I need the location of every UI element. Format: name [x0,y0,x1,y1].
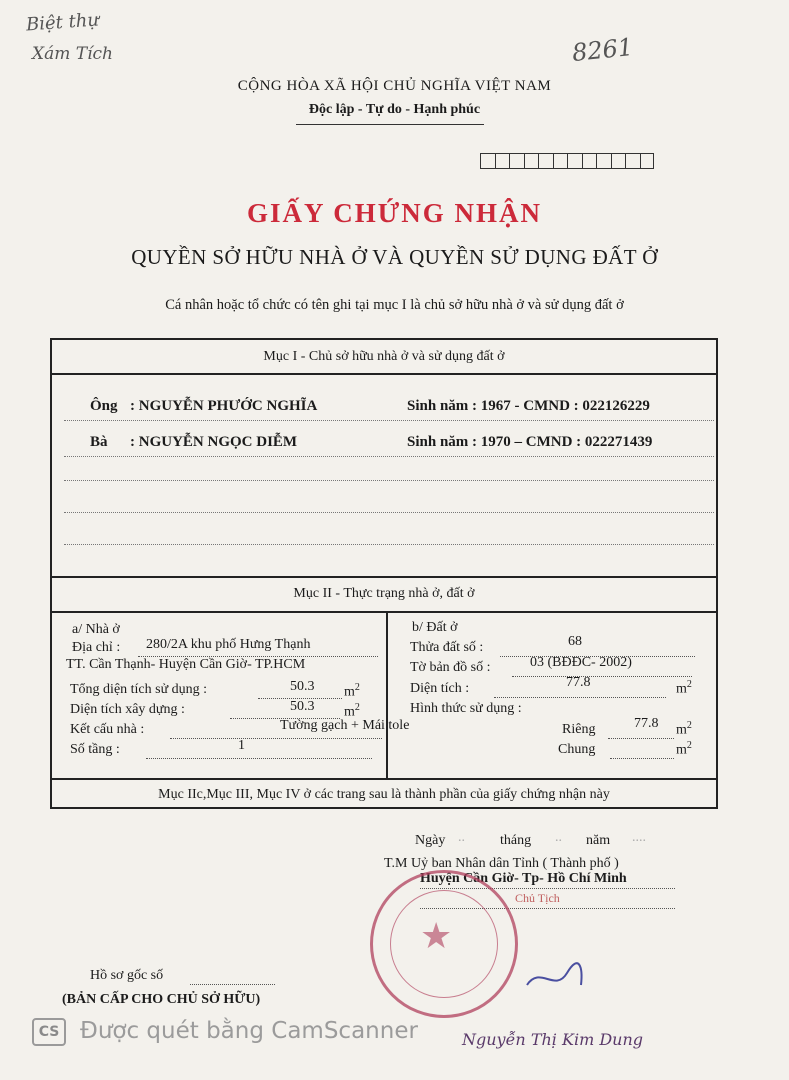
dotted-leader [608,737,674,739]
nation-title: CỘNG HÒA XÃ HỘI CHỦ NGHĨA VIỆT NAM [237,78,552,94]
owner1-info: Sinh năm : 1967 - CMND : 022126229 [407,398,650,414]
date-month-label: tháng [500,833,532,848]
private-value: 77.8 [634,716,659,731]
dossier-label: Hồ sơ gốc số [90,968,164,983]
certificate-title: GIẤY CHỨNG NHẬN [247,198,542,228]
handwritten-number: 8261 [570,32,635,68]
structure-label: Kết cấu nhà : [70,722,145,737]
camscanner-logo-icon: CS [32,1018,66,1046]
date-year-value: .... [632,830,646,845]
dotted-line [64,480,714,481]
date-year-label: năm [586,833,611,848]
dotted-leader [190,983,275,985]
scanner-watermark: Được quét bằng CamScanner [80,1018,418,1044]
unit-m2: $m^2$ [676,740,692,758]
unit-m2: $m^2$ [676,679,692,697]
divider [50,373,718,375]
signer-name: Nguyễn Thị Kim Dung [462,1030,644,1049]
footer-note: Mục IIc,Mục III, Mục IV ở các trang sau là thành phần của giấy chứng nhận này [158,787,610,802]
dotted-leader [610,757,674,759]
unit-m2: $m^2$ [676,720,692,738]
private-label: Riêng [562,722,596,737]
authority-title: T.M Uỷ ban Nhân dân Tỉnh ( Thành phố ) [384,856,619,871]
structure-value: Tường gạch + Mái tole [280,718,410,733]
address-value: 280/2A khu phố Hưng Thạnh [146,637,311,652]
floors-label: Số tầng : [70,742,120,757]
seal-emblem-icon: ★ [420,916,453,956]
date-day-label: Ngày [415,833,446,848]
owner2-prefix: Bà [90,434,108,450]
signature-stroke [525,955,585,995]
district-name: Huyện Cần Giờ- Tp- Hồ Chí Minh [420,871,627,886]
position-title: Chủ Tịch [515,891,560,905]
build-area-value: 50.3 [290,699,315,714]
dotted-leader [170,737,382,739]
copy-note: (BẢN CẤP CHO CHỦ SỞ HỮU) [62,992,261,1007]
dotted-leader [146,757,372,759]
dotted-line [64,420,714,421]
floors-value: 1 [238,738,245,753]
divider [50,576,718,578]
land-area-value: 77.8 [566,675,591,690]
unit-m2: $m^2$ [344,702,360,720]
total-area-value: 50.3 [290,679,315,694]
nation-motto: Độc lập - Tự do - Hạnh phúc [308,102,481,117]
land-heading: b/ Đất ở [412,620,458,635]
dotted-line [64,544,714,545]
serial-number-boxes [480,153,654,169]
shared-label: Chung [558,742,596,757]
section2-heading: Mục II - Thực trạng nhà ở, đất ở [293,586,475,601]
date-day-value: .. [458,830,465,845]
handwritten-note: Biệt thự [25,9,100,36]
map-value: 03 (BĐĐC- 2002) [530,655,632,670]
house-heading: a/ Nhà ở [72,622,120,637]
dotted-line [64,456,714,457]
divider [50,778,718,780]
owner2-name: : NGUYỄN NGỌC DIỄM [130,434,298,450]
date-month-value: .. [555,830,562,845]
usage-label: Hình thức sử dụng : [410,701,522,716]
owner2-info: Sinh năm : 1970 – CMND : 022271439 [407,434,653,450]
build-area-label: Diện tích xây dựng : [70,702,185,717]
handwritten-note: Xám Tích [32,44,114,64]
section1-heading: Mục I - Chủ sở hữu nhà ở và sử dụng đất ở [263,349,505,364]
column-divider [386,612,388,778]
dotted-leader [512,675,692,677]
motto-underline [296,124,484,125]
address-label: Địa chỉ : [72,640,121,655]
total-area-label: Tổng diện tích sử dụng : [70,682,208,697]
certificate-subtitle: QUYỀN SỞ HỮU NHÀ Ở VÀ QUYỀN SỬ DỤNG ĐẤT Ở [131,245,658,269]
certificate-description: Cá nhân hoặc tổ chức có tên ghi tại mục I là chủ sở hữu nhà ở và sử dụng đất ở [165,297,624,313]
plot-value: 68 [568,634,582,649]
dotted-leader [494,696,666,698]
divider [50,611,718,613]
owner1-prefix: Ông [90,398,118,414]
address-line2: TT. Cần Thạnh- Huyện Cần Giờ- TP.HCM [66,657,306,672]
map-label: Tờ bản đồ số : [410,660,491,675]
dotted-line [64,512,714,513]
plot-label: Thửa đất số : [410,640,484,655]
owner1-name: : NGUYỄN PHƯỚC NGHĨA [130,398,318,414]
land-area-label: Diện tích : [410,681,470,696]
unit-m2: $m^2$ [344,682,360,700]
